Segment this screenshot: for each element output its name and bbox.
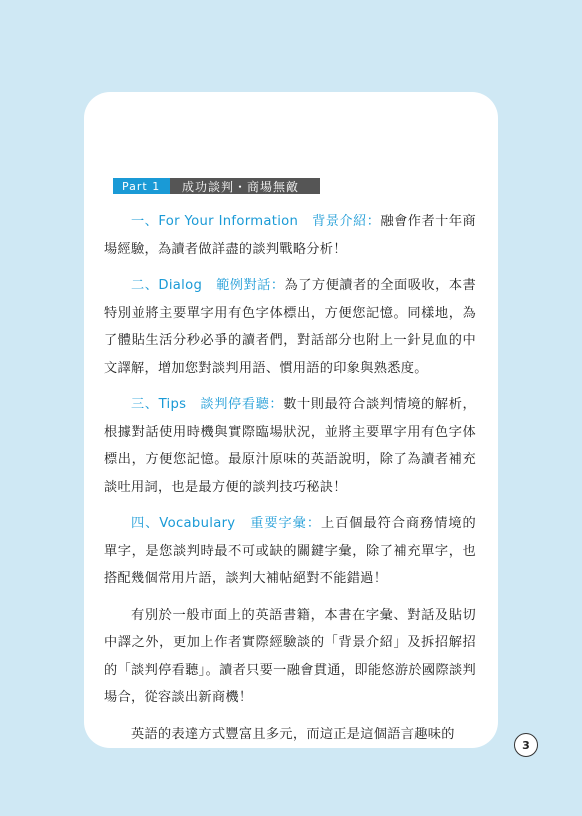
paragraph-body: 數十則最符合談判情境的解析，根據對話使用時機與實際臨場狀況，並將主要單字用有色字体標出，方便您記憶。最原汁原味的英語說明，除了為讀者補充談吐用詞，也是最方便的談判技巧秘訣！ [104, 397, 476, 495]
paragraph-body: 融會作者十年商場經驗，為讀者做詳盡的談判戰略分析！ [104, 214, 476, 257]
paragraph-heading: 二、Dialog 範例對話： [131, 278, 285, 293]
paragraph-summary [104, 602, 476, 712]
paragraph-dialog [104, 272, 476, 382]
body-text [104, 208, 476, 757]
part-title: 成功談判・商場無敵 [170, 178, 320, 194]
paragraph-heading: 一、For Your Information 背景介紹： [131, 214, 381, 229]
paragraph-heading: 三、Tips 談判停看聽： [131, 397, 284, 412]
paragraph-body: 有別於一般市面上的英語書籍，本書在字彙、對話及貼切中譯之外，更加上作者實際經驗談的「背景介紹」及拆招解招的「談判停看聽」。讀者只要一融會貫通，即能悠游於國際談判場合，從容談出新商機！ [104, 607, 476, 705]
part-header [113, 178, 320, 194]
paragraph-heading: 四、Vocabulary 重要字彙： [131, 516, 321, 531]
part-label: Part 1 [113, 178, 170, 194]
paragraph-body: 為了方便讀者的全面吸收，本書特別並將主要單字用有色字体標出，方便您記憶。同樣地，為了體貼生活分秒必爭的讀者們，對話部分也附上一針見血的中文譯解，增加您對談判用語、慣用語的印象與熟悉度。 [104, 278, 476, 376]
paragraph-tips [104, 391, 476, 501]
paragraph-closing [104, 721, 476, 749]
paragraph-body: 上百個最符合商務情境的單字，是您談判時最不可或缺的關鍵字彙，除了補充單字，也搭配幾個常用片語，談判大補帖絕對不能錯過！ [104, 516, 476, 586]
paragraph-vocabulary [104, 510, 476, 593]
paragraph-body: 英語的表達方式豐富且多元，而這正是這個語言趣味的 [131, 726, 455, 742]
paragraph-background [104, 208, 476, 263]
page-number: 3 [514, 733, 538, 757]
